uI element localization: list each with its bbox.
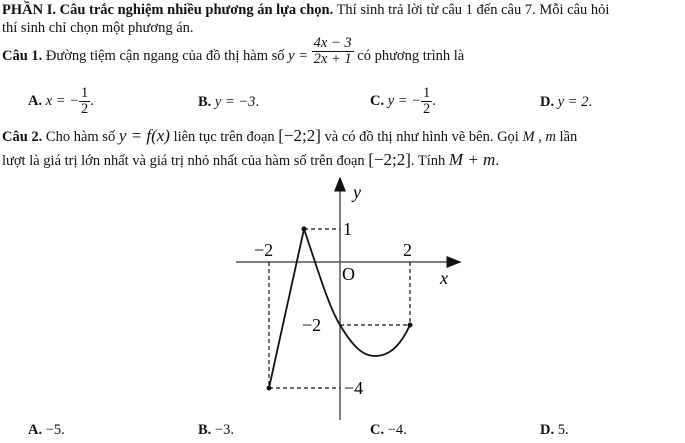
text: Cho hàm số [42,129,119,145]
text: , [534,129,546,145]
y-tick-neg2: −2 [302,315,322,335]
option-label: C. [370,422,385,438]
option-label: D. [540,422,555,438]
var-M: M [522,129,535,145]
denominator: 2x + 1 [313,51,352,68]
y-tick-1: 1 [343,219,352,239]
endpoint [408,323,413,328]
text: . Tính [410,153,449,169]
origin-label: O [342,264,355,284]
y-tick-neg4: −4 [344,378,364,398]
max-point [302,227,307,232]
q2-option-a[interactable] [28,422,65,439]
option-label: A. [28,93,43,110]
text: . [495,153,499,169]
option-suffix: . [90,93,94,110]
question-1-text-after: có phương trình là [357,48,465,65]
interval: [−2;2] [368,150,411,169]
x-axis-label: x [440,268,448,288]
option-suffix: . [255,94,260,110]
question-1-label: Câu 1. [2,48,43,65]
option-value: −4. [387,422,407,438]
function-lhs: y = [288,48,309,65]
numerator: 1 [81,85,89,101]
question-1-text: Đường tiệm cận ngang của đồ thị hàm số [42,48,289,65]
option-label: B. [198,94,212,110]
option-label: A. [28,422,43,438]
option-value: −5. [45,422,65,438]
denominator: 2 [81,101,89,118]
section-title: PHẦN I. Câu trắc nghiệm nhiều phương án lựa chọn. [2,2,334,18]
q2-option-d[interactable] [540,422,569,439]
option-value: 5. [557,422,569,438]
option-suffix: . [588,94,593,110]
section-instruction-line2: thí sinh chỉ chọn một phương án. [2,20,194,36]
option-label: D. [540,94,555,110]
numerator: 4x − 3 [313,35,352,51]
x-tick-2: 2 [403,240,412,260]
text: liên tục trên đoạn [169,129,279,145]
text: và có đồ thị như hình vẽ bên. Gọi [320,129,523,145]
question-2-label: Câu 2. [2,129,43,145]
q2-option-b[interactable] [198,422,234,439]
function-expr: y = f(x) [118,126,170,145]
text: lượt là giá trị lớn nhất và giá trị nhỏ nhất của hàm số trên đoạn [2,153,369,169]
option-prefix: x = − [45,93,79,110]
var-m: m [545,129,556,145]
option-value: y = −3 [214,94,256,110]
section-instruction: Thí sinh trả lời từ câu 1 đến câu 7. Mỗi câu hỏi [333,2,610,18]
option-value: y = 2 [557,94,589,110]
expression: M + m [448,150,496,169]
x-tick-neg2: −2 [254,240,274,260]
numerator: 1 [423,85,431,101]
option-value: −3. [214,422,234,438]
denominator: 2 [423,101,431,118]
min-point [267,386,272,391]
text: lần [555,129,578,145]
option-label: B. [198,422,212,438]
option-prefix: y = − [387,93,421,110]
option-suffix: . [432,93,436,110]
option-label: C. [370,93,385,110]
q2-option-c[interactable] [370,422,407,439]
y-axis-label: y [353,182,361,202]
interval: [−2;2] [278,126,321,145]
